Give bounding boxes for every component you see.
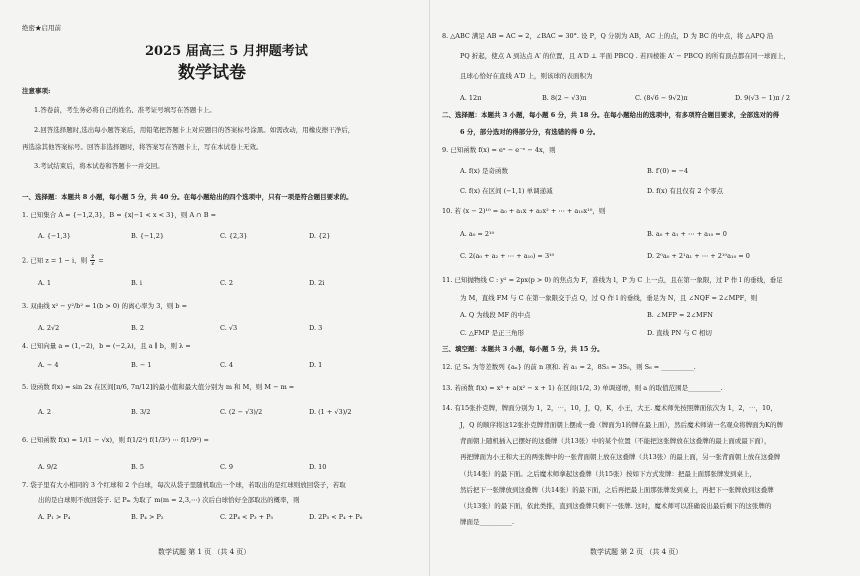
q1-option-b: B. {−1,2} bbox=[131, 232, 164, 240]
q7-option-b: B. P₄ > P₂ bbox=[131, 513, 164, 521]
q14-line-1: 14. 有15张扑克牌，牌面分别为 1，2，⋯，10，J，Q，K，小王，大王. 魔术师先按照牌面依次为 1，2，⋯，10， bbox=[442, 404, 777, 412]
q4-option-c: C. 4 bbox=[220, 361, 234, 369]
q1-option-a: A. {−1,3} bbox=[38, 232, 71, 240]
secret-label: 绝密★启用前 bbox=[22, 24, 61, 32]
q7-option-c: C. 2P₄ < P₃ + P₅ bbox=[220, 513, 274, 521]
q8-line-3: 且球心恰好在直线 A′D 上，则该球的表面积为 bbox=[460, 72, 593, 80]
q3-stem: 3. 双曲线 x² − y²/b² = 1(b > 0) 的离心率为 3，则 b = bbox=[22, 302, 188, 310]
q5-option-c: C. (2 − √3)/2 bbox=[220, 408, 263, 416]
q8-option-c: C. (8√6 − 9√2)π bbox=[635, 94, 688, 102]
q12-stem: 12. 记 Sₙ 为等差数列 {aₙ} 的前 n 项和. 若 a₁ = 2，8S₃ = 3S₅，则 S₆ = __________. bbox=[442, 363, 696, 371]
q8-option-a: A. 12π bbox=[460, 94, 482, 102]
q7-line-2: 出的是白球则不放回袋子. 记 Pₘ 为取了 m(m = 2,3,⋯) 次后白球恰好全部取出的概率，则 bbox=[38, 496, 300, 504]
q6-option-d: D. 10 bbox=[309, 463, 327, 471]
q11-option-d: D. 直线 PN 与 C 相切 bbox=[647, 329, 712, 337]
q7-line-1: 7. 袋子里有大小相同的 3 个红球和 2 个白球，每次从袋子里随机取出一个球，若取出的是红球则放回袋子，若取 bbox=[22, 481, 346, 489]
q3-option-b: B. 2 bbox=[131, 324, 145, 332]
q2-option-c: C. 2 bbox=[220, 279, 234, 287]
q14-line-5: （共14张）的最下面。之后魔术师拿起这叠牌（共15张）按如下方式发牌：把最上面那张牌发到桌上， bbox=[460, 470, 757, 478]
q14-line-4: 再把牌面为小王和大王的两张牌中的一张背面朝上放在这叠牌（共13张）的最上面，另一张背面朝上放在这叠牌 bbox=[460, 453, 781, 461]
q14-line-6: 然后把下一张牌放到这叠牌（共14张）的最下面，之后再把最上面那张牌发到桌上，再把下一张牌放到这叠牌 bbox=[460, 486, 774, 494]
notice-2: 2.回答选择题时,选出每小题答案后，用铅笔把答题卡上对应题目的答案标号涂黑。如需改动，用橡皮擦干净后， bbox=[34, 126, 355, 134]
q2-option-a: A. 1 bbox=[38, 279, 51, 287]
section-1-heading: 一、选择题：本题共 8 小题，每小题 5 分，共 40 分。在每小题给出的四个选项中，只有一项是符合题目要求的。 bbox=[22, 193, 353, 201]
q6-option-a: A. 9/2 bbox=[38, 463, 58, 471]
q14-line-2: J，Q 的顺序将这12张扑克牌背面朝上摆成一叠（牌面为1的牌在最上面），然后魔术师请一名观众将牌面为K的牌 bbox=[460, 421, 784, 429]
q9-option-a: A. f(x) 是奇函数 bbox=[460, 167, 509, 175]
q5-option-b: B. 3/2 bbox=[131, 408, 151, 416]
exam-title: 2025 届高三 5 月押题考试 bbox=[145, 44, 308, 59]
q10-option-c: C. 2(a₀ + a₂ + ⋯ + a₁₀) = 3¹⁰ bbox=[460, 252, 555, 260]
q14-line-3: 背面朝上随机插入已摆好的这叠牌（共13张）中的某个位置（不能把这张牌放在这叠牌的最上面或最下面）， bbox=[460, 437, 771, 445]
q8-line-1: 8. △ABC 满足 AB = AC = 2，∠BAC = 30°. 设 P，Q 分别为 AB，AC 上的点，D 为 BC 的中点，将 △APQ 沿 bbox=[442, 32, 774, 40]
q9-stem: 9. 已知函数 f(x) = eˣ − e⁻ˣ − 4x，则 bbox=[442, 146, 556, 154]
subject-title: 数学试卷 bbox=[178, 63, 246, 83]
q4-option-d: D. 1 bbox=[309, 361, 323, 369]
q13-stem: 13. 若函数 f(x) = x³ + a(x² − x + 1) 在区间(1/2, 3) 单调递增，则 a 的取值范围是__________. bbox=[442, 384, 723, 392]
section-2-heading-1: 二、选择题：本题共 3 小题，每小题 6 分，共 18 分。在每小题给出的选项中，有多项符合题目要求，全部选对的得 bbox=[442, 111, 780, 119]
q6-stem: 6. 已知函数 f(x) = 1/(1 − √x)，则 f(1/2²) f(1/3²) ⋯ f(1/9²) = bbox=[22, 436, 209, 444]
q8-option-b: B. 8(2 − √3)π bbox=[542, 94, 587, 102]
q3-option-c: C. √3 bbox=[220, 324, 238, 332]
notice-1: 1.答卷前，考生务必将自己的姓名、准考证号填写在答题卡上。 bbox=[34, 106, 216, 114]
page-2-footer: 数学试题 第 2 页 （共 4 页） bbox=[590, 548, 683, 556]
q9-option-c: C. f(x) 在区间 (−1,1) 单调递减 bbox=[460, 187, 553, 195]
q10-option-d: D. 2⁰a₀ + 2¹a₁ + ⋯ + 2¹⁰a₁₀ = 0 bbox=[647, 252, 750, 260]
q9-option-b: B. f′(0) = −4 bbox=[647, 167, 689, 175]
q6-option-b: B. 5 bbox=[131, 463, 145, 471]
q7-option-d: D. 2P₅ < P₄ + P₆ bbox=[309, 513, 363, 521]
q11-line-1: 11. 已知抛物线 C : y² = 2px(p > 0) 的焦点为 F，准线为 l，P 为 C 上一点，且在第一象限，过 P 作 l 的垂线，垂足 bbox=[442, 276, 783, 284]
q1-option-d: D. {2} bbox=[309, 232, 331, 240]
section-3-heading: 三、填空题：本题共 3 小题，每小题 5 分，共 15 分。 bbox=[442, 345, 604, 353]
q2-option-b: B. i bbox=[131, 279, 142, 287]
q2-fraction: $\frac{z̄}{z}$ bbox=[91, 254, 95, 267]
q5-option-a: A. 2 bbox=[38, 408, 51, 416]
q6-option-c: C. 9 bbox=[220, 463, 234, 471]
q9-option-d: D. f(x) 有且仅有 2 个零点 bbox=[647, 187, 724, 195]
q4-stem: 4. 已知向量 a = (1,−2)，b = (−2,λ)，且 a ∥ b，则 λ = bbox=[22, 342, 191, 350]
q10-stem: 10. 若 (x − 2)¹⁰ = a₀ + a₁x + a₂x² + ⋯ + a₁₀x¹⁰，则 bbox=[442, 207, 606, 215]
q2-option-d: D. 2i bbox=[309, 279, 325, 287]
section-2-heading-2: 6 分，部分选对的得部分分，有选错的得 0 分。 bbox=[460, 128, 600, 136]
q5-stem: 5. 设函数 f(x) = sin 2x 在区间[π/6, 7π/12]的最小值和最大值分别为 m 和 M，则 M − m = bbox=[22, 383, 295, 391]
q11-option-a: A. Q 为线段 MF 的中点 bbox=[460, 311, 531, 319]
q1-stem: 1. 已知集合 A = {−1,2,3}，B = {x|−1 < x < 3}，则 A ∩ B = bbox=[22, 211, 217, 219]
page-2 bbox=[430, 0, 860, 576]
q7-option-a: A. P₁ > P₄ bbox=[38, 513, 71, 521]
q2-stem: 2. 已知 z = 1 − i，则 $\frac{z̄}{z}$ = bbox=[22, 254, 104, 267]
q8-option-d: D. 9(√3 − 1)π / 2 bbox=[735, 94, 791, 102]
notice-2-cont: 再选涂其他答案标号。回答非选择题时，将答案写在答题卡上，写在本试卷上无效。 bbox=[22, 143, 263, 151]
q11-option-b: B. ∠MFP = 2∠MFN bbox=[647, 311, 713, 319]
q11-option-c: C. △FMP 是正三角形 bbox=[460, 329, 524, 337]
q14-line-8: 牌面是__________. bbox=[460, 518, 515, 526]
q1-option-c: C. {2,3} bbox=[220, 232, 248, 240]
q4-option-b: B. − 1 bbox=[131, 361, 152, 369]
q8-line-2: PQ 折起，使点 A 到达点 A′ 的位置，且 A′D ⊥ 平面 PBCQ . 若四棱锥 A′ − PBCQ 的所有顶点都在同一球面上， bbox=[460, 52, 790, 60]
q5-option-d: D. (1 + √3)/2 bbox=[309, 408, 352, 416]
q3-option-a: A. 2√2 bbox=[38, 324, 60, 332]
q11-line-2: 为 M，直线 FM 与 C 在第一象限交于点 Q，过 Q 作 l 的垂线，垂足为 N，且 ∠NQF = 2∠MPF，则 bbox=[460, 294, 758, 302]
q10-option-a: A. a₀ = 2¹⁰ bbox=[460, 230, 495, 238]
q10-option-b: B. a₀ + a₁ + ⋯ + a₁₀ = 0 bbox=[647, 230, 727, 238]
q14-line-7: （共13张）的最下面，依此类推，直到这叠牌只剩下一张牌. 这时，魔术师可以准确说出最后剩下的这张牌的 bbox=[460, 502, 772, 510]
page-1-footer: 数学试题 第 1 页 （共 4 页） bbox=[158, 548, 251, 556]
notice-3: 3.考试结束后，将本试卷和答题卡一并交回。 bbox=[34, 162, 164, 170]
q4-option-a: A. − 4 bbox=[38, 361, 59, 369]
notice-heading: 注意事项: bbox=[22, 87, 51, 95]
q3-option-d: D. 3 bbox=[309, 324, 323, 332]
